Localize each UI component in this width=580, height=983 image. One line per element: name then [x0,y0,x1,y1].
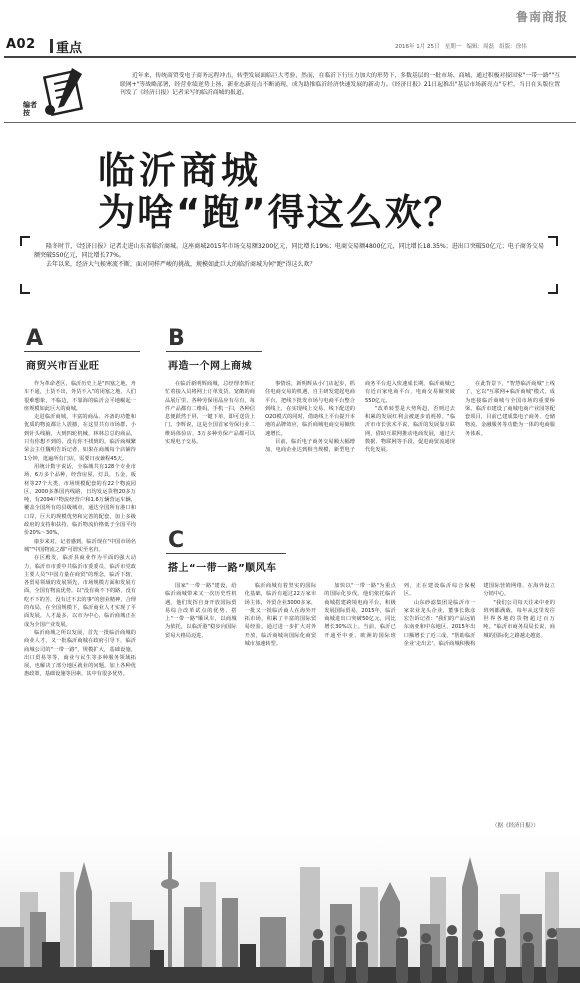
body-paragraph: 用统计数字说话，全临城共有128个专业市场，6万多个品种，经营房屋，灯具，五金，板材等27个大类，市场规模配套的有22个物流园区，2000多条国内线路，日均发运货物20多万吨，有2094户物流经营户和1.6万辆营运车辆，覆盖全国所有的县级城市，通达全国所有港口和口岸，巨大的规模优势和完善的配套，加上多级政府的支持和扶持，临沂物流价格低于全国平均价20%～30%。 [24,463,136,537]
section-c-body [165,582,555,814]
body-paragraph: 临沂商城有着坚实的国际化基础，临沂有超过22万家市场主体，外贸企业3000多家，一批又一批临沂商人在海外开拓市场，积累了丰富的国际贸易经验。通过进一步扩大对外开放，临沂商城向国际化商贸城市加速转型。 [244,583,317,648]
corner-mark [20,284,30,294]
section-b-letter: B [168,326,185,351]
body-paragraph: 事情说，新明辉从小门店起步，抓住电商交易的机遇，自主研发建起电商平台，把线下批发市场与电商平台整合到线上，在实现线上交易、线下配送的O2O模式的同时，借助线上平台提升本地的品牌效应，临沂商城电商交易额快速增长。 [265,381,355,437]
body-paragraph: "我们公司每天往来中亚的班列都满载，每年从这里发往世界各地的货物超过百万吨。"临沂市商务局局长说，商城的国际化之路越走越宽。 [483,599,555,639]
body-paragraph: 在临沂新明辉商城，总经理李辉正忙着接入员将网上订单发货。宽敞的商品展厅里，各种劳保用品应有尽有，每件产品都有二维码。手机一扫，各种信息便跃然于屏，一键下单，即可送货上门。李辉说，这是全国首家劳保行业二维码体验店，3万多种劳保产品都可以实现电子交易。 [165,381,255,446]
note-rule [4,122,576,123]
section-name: 重点 [56,41,83,56]
section-b-body [165,380,555,518]
body-paragraph: 山东砂滤集团是临沂市一家农业龙头企业，董事长陈彦宏告诉记者："我们的产品远销东南亚和中东地区，2015年出口额增长了近三成。"帮助临沂企业'走出去'，临沂商城积极构建国际营销网络，在海外设立分销中心。 [403,583,555,648]
section-b-rule [166,351,262,352]
editor-note-label: 编者按 [23,101,37,117]
body-paragraph: 在区殿发，临沂县商业作为平面的强大动力，临沂市市委中共临沂市委委员，临沂市党政主要人员"中国力量在商贸"的理念，临沂下辖，各贸易领域的发展领先，市场规模方面和发展方面，全国有物流优势。以"没有商不下的路，没有吃不下的苦，没有过不去的事"的创业精神，合理的布局，在全国规模下，临沂商业人才实现了平面发展，人才最多，以市为中心，临沂商城正在成为全国产业发展。 [24,555,136,628]
section-b-title: 再造一个网上商城 [168,361,252,372]
source-note: （据《经济日报》） [492,823,539,829]
corner-mark [548,284,558,294]
headline-line-1: 临沂商城 [98,149,262,192]
section-c-rule [166,553,286,554]
section-c-letter: C [168,528,185,553]
body-paragraph: 临沂商城之所以发展，首先一批临沂商城的商业人才，又一批临沂商城在政府引导下，临沂商城公司的"一带一路"，规模扩大，基础设施，出口贸易等等，商业与民生等多种服务领域拓展，也解决了部分地区就业的问题，加上各种优惠政策，基础设施等因素，其中有很多优势。 [24,629,136,678]
body-paragraph: 国家"一带一路"建设，给临沂商城带来又一次历史性机遇。他们发挥自身开放国际贸易综合改革试点的优势，搭上"一带一路"顺风车，以商城为依托，以临沂港"稳步向国际贸易大格局迈进。 [165,583,237,639]
headline-line-2: 为啥“跑”得这么欢？ [98,191,463,234]
section-a-rule [24,351,140,352]
issue-editor: 编辑：周磊 [466,44,495,50]
section-a-letter: A [26,326,44,351]
lead-paragraph: 隆冬时节，《经济日报》记者走进山东省临沂商城。这座商城2015年市场交易额3200亿元，同比增长19%；电商交易额4800亿元，同比增长18.35%；进出口突破50亿元；电子商务交易额突破550亿元，同比增长77%。 [34,243,544,260]
lead-box [20,236,558,294]
corner-mark [20,236,30,246]
body-paragraph: 加快以"一带一路"为重点的国际化步伐。他们依托临沂商城搭建跨境电商平台，积极发展国际贸易，2015年，临沂商城进出口突破50亿元，同比增长30%以上。当前，临沂已开通至中亚、欧洲的国际班列，正在建设临沂综合保税区。 [324,583,476,639]
section-a-body [24,380,136,810]
section-divider [50,39,53,53]
section-a-title: 商贸兴市百业旺 [26,361,100,372]
body-paragraph: 作为革命老区，临沂历史上是"四塞之地，舟车不通，土货不出，外货不入"的闭塞之地，人们很难想象，不临边，不靠海的临沂会平地崛起一座规模如此巨大的商城。 [24,381,136,412]
issue-date: 2016年 1月 25日 [395,44,440,50]
body-paragraph: 目前，临沂电子商务交易额大幅增加，电商企业达到相当规模，新型电子商务平台进入快速成长期，临沂商城已有近百家电商平台，电商交易额突破550亿元。 [265,381,455,454]
issue-meta [395,42,527,50]
lead-text [34,242,544,270]
body-paragraph: 在此背景下，"智慧临沂商城"上线了，它以"互联网+临沂商城"模式，成为连接临沂商城与全国市场的重要桥梁。临沂市建设了商城电商产业园等配套项目，目前已建成集电子商务、仓储物流、金融服务等功能为一体的电商服务体系。 [465,381,555,437]
document-pencil-icon [38,66,88,120]
issue-weekday: 星期一 [444,44,462,50]
body-paragraph: "改革转型是大势所趋，否则过去积累的发展红利会被逐步消耗掉。"临沂市市长张术平说，临沂的发展靠互联网，借助互联网推动电商发展，通过大数据、物联网等手段，促进商贸流通现代化发展。 [365,405,455,454]
section-code: A02 [6,37,36,52]
header-rule [4,56,576,58]
lead-paragraph: 去年以来，经济大气候寒流不断，面对同样严峻的挑战，规模如此巨大的临沂商城为何"跑"得这么欢？ [46,261,316,269]
city-skyline-illustration [0,832,580,983]
editor-note-text: 近年来，传统商贸受电子商务远程冲击，转型发展面临巨大考验，然而，在临沂下行压力加大的形势下，多数基层的一批市场、商城，通过积极对接国家"一带一路""互联网+"等战略部署，经营业绩逆势上扬，新业态新亮点不断涌现，成为助推临沂经济快速发展的新动力。《经济日报》21日起推出"基层市场新亮点"专栏，当日在头版位置刊发了《经济日报》记者采写的临沂商城的报道。 [120,73,560,97]
issue-designer: 组版：徐伟 [499,44,527,50]
brand-logo: 鲁南商报 [515,10,568,24]
body-paragraph: 康步来对，记者感到，临沂现在"中国市场名城""中国物流之都"可谓实至名归。 [24,538,136,553]
corner-mark [548,236,558,246]
section-c-title: 搭上“一带一路”顺风车 [168,563,277,574]
body-paragraph: 走进临沂商城，丰富的商品、齐备的功能和优质的物流都让人震撼，在这里共有市场群，小到针头线脑，大到四轮机械，林林总总的商品，只有你想不到的，没有你不找到的。临沂商城繁荣会主任魏明告诉记者，如果在商城每个店铺待1分钟，逛遍所有门店，需要日夜兼程45天。 [24,414,136,462]
